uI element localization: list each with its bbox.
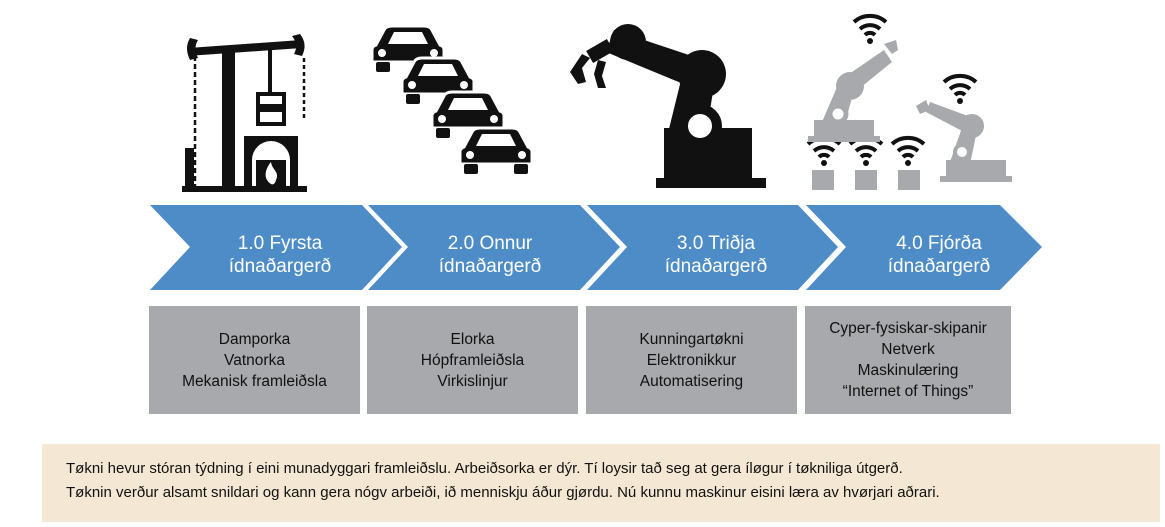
stage-1-number: 1.0 xyxy=(237,233,265,254)
stage-4-name: Fjórða xyxy=(927,233,982,254)
summary-note-line-2: Tøknin verður alsamt snildari og kann gera nógv arbeiði, ið menniskju áður gjørdu. Nú kunnu maskinur eisini læra av hvørjari aðrari. xyxy=(66,484,940,501)
stage-1-item: Vatnorka xyxy=(224,351,285,369)
stage-4-item: Maskinulæring xyxy=(857,362,959,379)
stage-4-description-box xyxy=(805,306,1011,414)
stage-2-name: Onnur xyxy=(479,233,533,254)
stage-4-number: 4.0 xyxy=(896,233,923,254)
stage-2-subtitle: ídnaðargerð xyxy=(438,256,542,277)
stage-2-item: Hópframleiðsla xyxy=(420,351,525,369)
stage-2-description-box xyxy=(367,306,578,414)
stage-3-number: 3.0 xyxy=(676,233,704,254)
stage-2-number: 2.0 xyxy=(447,233,475,254)
stage-4-item: Cyper-fysiskar-skipanir xyxy=(829,320,987,337)
stage-3-item: Automatisering xyxy=(639,372,744,390)
stage-4-item: Netverk xyxy=(881,341,935,358)
stage-3-item: Kunningartøkni xyxy=(639,330,744,348)
stage-2-item: Elorka xyxy=(450,330,495,348)
stage-1-item: Damporka xyxy=(218,330,291,348)
summary-note xyxy=(42,444,1160,522)
stage-1-title xyxy=(180,232,380,278)
stage-1-item: Mekanisk framleiðsla xyxy=(182,372,327,390)
stage-2-title xyxy=(390,232,590,278)
stage-1-description-box xyxy=(149,306,360,414)
stage-3-subtitle: ídnaðargerð xyxy=(664,256,768,277)
stage-1-name: Fyrsta xyxy=(269,233,323,254)
stage-4-subtitle: ídnaðargerð xyxy=(887,256,991,277)
stage-4-item: “Internet of Things” xyxy=(842,383,974,400)
stage-3-description-box xyxy=(586,306,797,414)
summary-note-line-1: Tøkni hevur stóran týdning í eini munadyggari framleiðslu. Arbeiðsorka er dýr. Tí loysir tað seg at gera íløgur í tøkniliga útgerð. xyxy=(66,460,903,477)
stage-3-item: Elektronikkur xyxy=(646,351,737,369)
stage-1-subtitle: ídnaðargerð xyxy=(228,256,332,277)
stage-4-title xyxy=(839,232,1039,278)
stage-3-title xyxy=(616,232,816,278)
stage-2-item: Virkislinjur xyxy=(437,372,508,390)
stage-3-name: Triðja xyxy=(708,233,756,254)
